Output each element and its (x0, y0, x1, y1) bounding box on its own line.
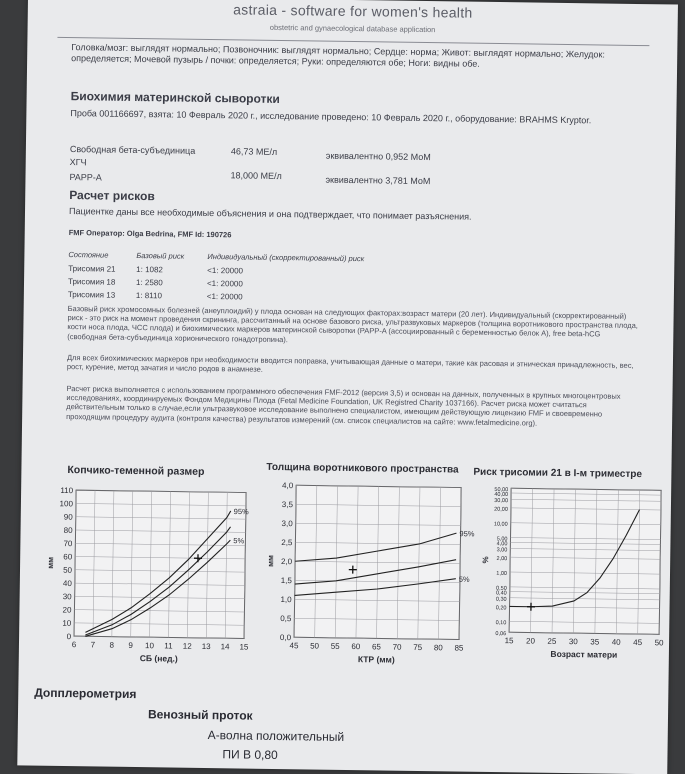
y-tick-label: 1,0 (280, 595, 292, 604)
biochem-row-equiv: эквивалентно 0,952 МоМ (326, 151, 431, 162)
chart-title-crl: Копчико-теменной размер (67, 464, 204, 478)
y-tick-label: 90 (64, 513, 74, 522)
biochem-sample-line: Проба 001166697, взята: 10 Февраль 2020 г., исследование проведено: 10 Февраль 2020 г., оборудование: BRAHMS Kryptor. (70, 108, 640, 127)
plot-frame (74, 490, 246, 638)
risk-explanation: Базовый риск хромосомных болезней (анеуплоидий) у плода основан на следующих факторах:возраст матери (20 лет). Индивидуальный (скорректированный) риск - это риск на момент проведения скрининга, рассчитанный на основе базового риска, ультразвуковых маркеров (толщина воротникового пространства плода, кости носа плода, ЧСС плода) и биохимических маркеров материнской сыворотки (PAPP-A (ассоциированный с беременностью белок А), free beta-hCG (свободная бета-субъединица хорионического гонадотропина). (67, 304, 639, 349)
risk-row-base: 1: 8110 (136, 291, 162, 300)
biochem-row-name: Свободная бета-субъединица (70, 144, 195, 156)
risk-title: Расчет рисков (69, 188, 155, 203)
chart-title-t21: Риск трисомии 21 в I-м триместре (473, 467, 642, 480)
x-tick-label: 15 (239, 642, 249, 651)
biochem-row-name: PAPP-A (69, 172, 101, 182)
y-tick-label: 0,30 (496, 597, 507, 603)
y-tick-label: 3,0 (281, 519, 293, 528)
x-tick-label: 6 (72, 640, 77, 649)
x-tick-label: 45 (289, 641, 299, 650)
x-tick-label: 40 (612, 638, 622, 647)
y-tick-label: 0,06 (495, 631, 506, 637)
biochem-row-value: 46,73 МЕ/л (231, 146, 277, 157)
x-axis-label: Возраст матери (550, 649, 617, 660)
x-tick-label: 7 (91, 640, 96, 649)
x-tick-label: 85 (454, 643, 464, 652)
y-tick-label: 0,40 (496, 590, 507, 596)
risk-header-individual: Индивидуальный (скорректированный) риск (207, 252, 364, 263)
x-tick-label: 80 (434, 643, 444, 652)
x-tick-label: 14 (221, 642, 231, 651)
x-tick-label: 50 (655, 638, 665, 647)
risk-explanation: Для всех биохимических маркеров при необходимости вводится поправка, учитывающая данные о матери, такие как расовая и этническая принадлежность, вес, рост, курение, метод зачатия и число родов в анамнезе. (67, 353, 639, 379)
x-tick-label: 75 (413, 643, 423, 652)
y-tick-label: 30,00 (494, 498, 508, 504)
x-tick-label: 15 (505, 636, 515, 645)
biochem-row-value: 18,000 МЕ/л (230, 170, 281, 181)
app-subtitle: obstetric and gynaecological database application (28, 19, 678, 37)
x-tick-label: 25 (547, 637, 557, 646)
y-axis-label: % (481, 556, 490, 563)
fmf-operator: FMF Оператор: Olga Bedrina, FMF Id: 190726 (69, 228, 232, 239)
series-label: 95% (459, 529, 474, 538)
y-tick-label: 30 (63, 592, 73, 601)
y-tick-label: 10 (62, 619, 72, 628)
y-tick-label: 4,00 (497, 541, 508, 547)
x-tick-label: 65 (372, 642, 382, 651)
risk-row-individual: <1: 20000 (207, 279, 243, 288)
y-tick-label: 40 (63, 579, 73, 588)
series-label: 5% (459, 575, 470, 584)
y-axis-label: мм (266, 555, 275, 567)
x-tick-label: 55 (331, 642, 341, 651)
y-tick-label: 1,5 (281, 576, 293, 585)
risk-row-individual: <1: 20000 (207, 292, 243, 301)
doppler-title: Допплерометрия (34, 686, 136, 701)
x-axis-label: КТР (мм) (358, 654, 395, 665)
x-tick-label: 9 (128, 641, 133, 650)
risk-row-state: Трисомия 18 (68, 277, 115, 287)
biochem-row-equiv: эквивалентно 3,781 МоМ (325, 175, 430, 186)
anatomy-findings: Головка/мозг: выглядят нормально; Позвоночник: выглядят нормально; Сердце: норма; Живот: выглядят нормально; Желудок: определяется; Мочевой пузырь / почки: определяется; Руки: определяются обе; Ноги: видны обе. (71, 42, 641, 72)
y-tick-label: 2,5 (281, 538, 293, 547)
chart-title-nt: Толщина воротникового пространства (266, 462, 458, 476)
y-tick-label: 60 (63, 552, 73, 561)
y-tick-label: 110 (60, 486, 73, 495)
y-tick-label: 100 (60, 499, 74, 508)
risk-row-state: Трисомия 13 (68, 290, 115, 300)
risk-row-individual: <1: 20000 (207, 266, 243, 275)
x-tick-label: 45 (633, 638, 643, 647)
y-tick-label: 1,00 (496, 571, 507, 577)
y-tick-label: 50,00 (494, 487, 508, 493)
x-tick-label: 8 (109, 641, 114, 650)
y-tick-label: 0,5 (280, 614, 292, 623)
series-label: 5% (233, 536, 244, 545)
x-tick-label: 35 (590, 637, 600, 646)
charts-area (18, 473, 671, 692)
y-tick-label: 4,0 (282, 481, 294, 490)
x-tick-label: 11 (164, 641, 173, 650)
y-tick-label: 0 (67, 632, 72, 641)
y-tick-label: 0,0 (280, 633, 292, 642)
y-tick-label: 2,0 (281, 557, 293, 566)
biochem-row-name: ХГЧ (70, 157, 87, 167)
x-tick-label: 13 (202, 642, 212, 651)
y-tick-label: 0,50 (496, 586, 507, 592)
y-tick-label: 40,00 (494, 492, 508, 498)
x-tick-label: 50 (310, 641, 320, 650)
risk-explanation: Расчет риска выполняется с использованием программного обеспечения FMF-2012 (версия 3,5) и основан на данных, полученных в крупных многоцентровых исследованиях, координируемых Фондом Медицины Плода (Fetal Medicine Foundation, UK Registred Charity 1037166). Расчет риска может считаться действительным только в случае,если ультразвуковое исследование выполнено специалистом, имеющим действующую лицензию FMF и своевременно проходящим процедуру аудита (контроля качества) результатов измерений (см. список специалистов на сайте: www.fetalmedicine.org). (66, 384, 638, 429)
x-tick-label: 30 (569, 637, 579, 646)
biochem-title: Биохимия материнской сыворотки (71, 89, 280, 106)
plot-frame (509, 488, 661, 634)
risk-row-base: 1: 1082 (136, 265, 163, 274)
x-tick-label: 70 (393, 643, 403, 652)
y-tick-label: 0,10 (496, 620, 507, 626)
y-tick-label: 50 (63, 566, 73, 575)
app-title: astraia - software for women's health (28, 0, 678, 24)
risk-header-base: Базовый риск (136, 251, 184, 261)
pi-value: ПИ В 0,80 (222, 747, 277, 762)
x-tick-label: 60 (351, 642, 361, 651)
y-tick-label: 3,5 (282, 500, 294, 509)
report-page (17, 0, 678, 774)
x-tick-label: 10 (145, 641, 155, 650)
y-tick-label: 20 (62, 605, 72, 614)
y-tick-label: 0,20 (496, 605, 507, 611)
y-tick-label: 3,00 (497, 547, 508, 553)
y-tick-label: 70 (63, 539, 73, 548)
risk-row-state: Трисомия 21 (68, 264, 115, 274)
risk-row-base: 1: 2580 (136, 278, 163, 287)
a-wave-value: А-волна положительный (208, 728, 345, 744)
y-axis-label: мм (46, 557, 55, 569)
x-axis-label: СБ (нед.) (140, 653, 178, 664)
y-tick-label: 5,00 (497, 536, 508, 542)
risk-header-state: Состояние (68, 250, 108, 260)
y-tick-label: 2,00 (496, 556, 507, 562)
x-tick-label: 20 (526, 636, 536, 645)
y-tick-label: 10,00 (494, 521, 508, 527)
y-tick-label: 20,00 (494, 507, 508, 513)
risk-consent: Пациентке даны все необходимые объяснения и она подтверждает, что понимает разъяснения. (69, 206, 472, 222)
y-tick-label: 80 (64, 526, 74, 535)
series-label: 95% (234, 507, 249, 516)
venous-duct-title: Венозный проток (148, 707, 253, 722)
x-tick-label: 12 (183, 642, 193, 651)
